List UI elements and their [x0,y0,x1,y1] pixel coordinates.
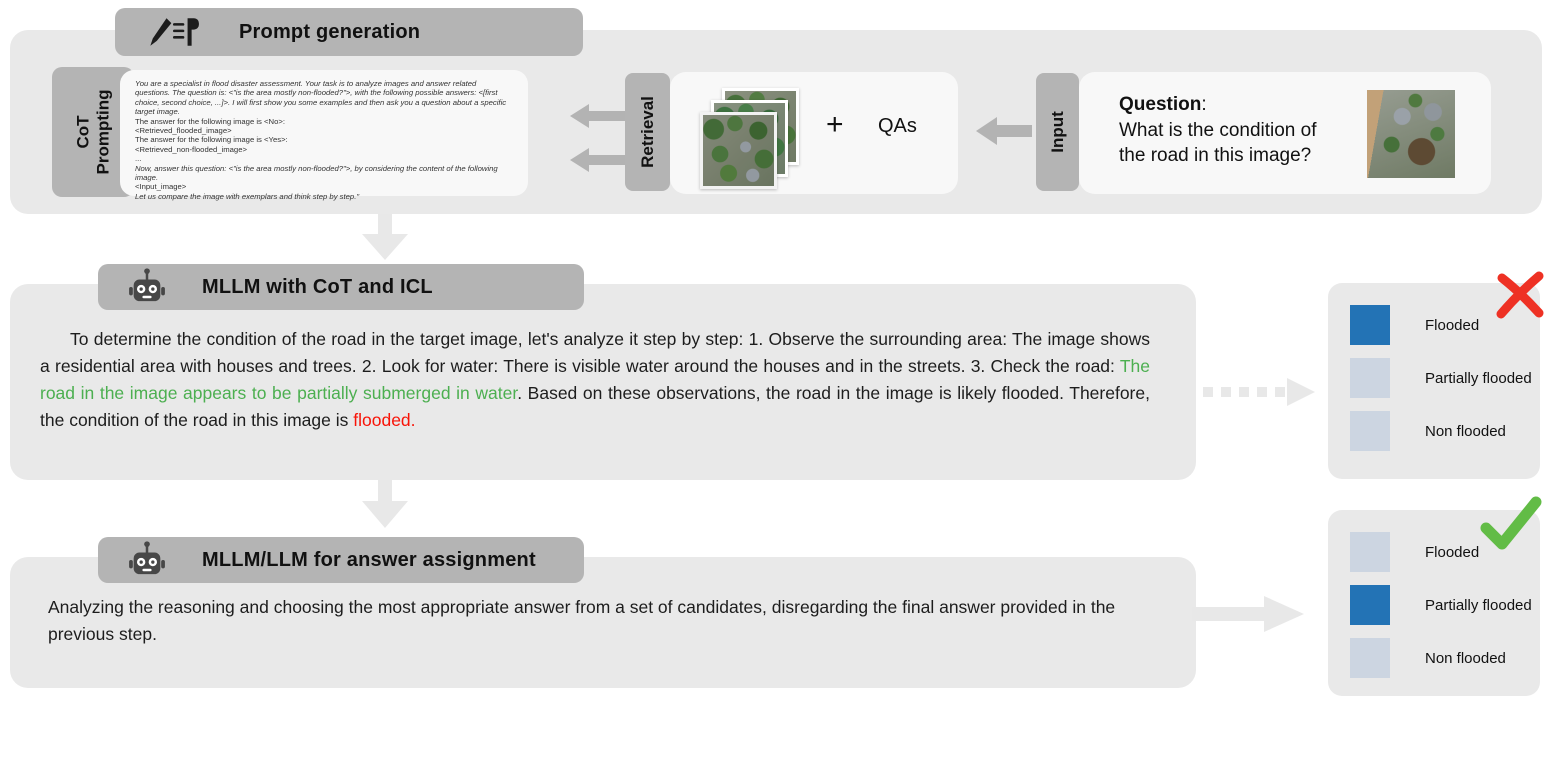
prompt-line: The answer for the following image is <No>: [135,116,285,126]
prompt-line: <Retrieved_non-flooded_image> [135,144,247,154]
mllm-cot-title: MLLM with CoT and ICL [202,275,433,298]
answer-swatch-selected [1350,305,1390,345]
arrow-down-mllm-to-assignment [360,480,410,528]
input-label: Input [1036,73,1079,191]
arrow-input-to-retrieval [976,117,1032,145]
question-block: Question: What is the condition of the road in this image? [1119,92,1317,169]
answer-assignment-title: MLLM/LLM for answer assignment [202,548,536,571]
cot-label-line1: CoT [73,115,93,149]
prompt-line: ... [135,154,142,164]
cot-label-line2: Prompting [93,89,112,175]
robot-icon-2 [126,540,168,580]
question-title: Question [1119,94,1202,115]
prompt-line: Let us compare the image with exemplars and think step by step." [135,191,360,201]
question-line-2: the road in this image? [1119,145,1312,166]
plus-sign: + [826,108,844,141]
arrow-solid-to-correct-answer [1192,596,1304,632]
arrow-down-prompt-to-mllm [360,214,410,260]
answer-label: Partially flooded [1425,369,1532,387]
answer-label: Flooded [1425,316,1480,334]
prompt-line: You are a specialist in flood disaster assessment. Your task is to analyze images and answer related questions. The question is: <"is the area mostly non-flooded?">, with the following possible answers: <[first choice, second choice, ...]>. I will first show you some examples and then ask you a question about a specific target image. [135,79,507,117]
question-line-1: What is the condition of [1119,119,1317,141]
reasoning-paragraph [40,326,1150,434]
retrieved-image-front [700,112,777,189]
prompt-line: <Input_image> [135,182,187,192]
arrow-retrieval-to-prompt-top [570,104,626,128]
assignment-description: Analyzing the reasoning and choosing the most appropriate answer from a set of candidates, disregarding the final answer provided in the previous step. [48,597,1116,644]
arrow-dotted-to-wrong-answer [1203,376,1315,408]
cot-prompt-card [120,70,528,201]
answer-option-row [1350,411,1540,451]
prompt-generation-header [115,8,583,56]
mllm-cot-header [98,264,584,310]
answer-label: Flooded [1425,543,1480,561]
robot-icon [126,267,168,307]
answer-option-row [1350,585,1540,625]
reasoning-segment-dark: To determine the condition of the road in the target image, let's analyze it step by step: 1. Observe the surrounding area: The image shows a residential area with houses and trees. 2. Look for water: There is visible water around the houses and in the streets. 3. Check the road: [40,329,1150,376]
answer-swatch-selected [1350,585,1390,625]
answer-label: Non flooded [1425,422,1506,440]
answer-label: Partially flooded [1425,596,1532,614]
answer-swatch [1350,358,1390,398]
prompt-line: Now, answer this question: <"is the area mostly non-flooded?">, by considering the content of the following image. [135,163,498,183]
correct-check-icon [1478,496,1544,552]
retrieval-label: Retrieval [625,73,670,191]
input-image [1367,90,1455,178]
answer-assignment-header [98,537,584,583]
answer-label: Non flooded [1425,649,1506,667]
prompt-line: The answer for the following image is <Yes>: [135,135,288,145]
answer-option-row [1350,638,1540,678]
prompt-pencil-icon [147,15,199,49]
prompt-line: <Retrieved_flooded_image> [135,126,232,136]
incorrect-cross-icon [1492,268,1548,322]
reasoning-segment-green: The road in the image appears to be partially submerged in water [40,356,1150,403]
answer-swatch [1350,532,1390,572]
answer-swatch [1350,411,1390,451]
reasoning-segment-dark: . Based on these observations, the road in the image is likely flooded. Therefore, the condition of the road in this image is [40,383,1150,430]
reasoning-segment-red: flooded. [353,410,416,430]
arrow-retrieval-to-prompt-bottom [570,148,626,172]
prompt-generation-title: Prompt generation [239,20,421,43]
qas-text: QAs [878,115,917,137]
answer-option-row [1350,358,1540,398]
answer-swatch [1350,638,1390,678]
